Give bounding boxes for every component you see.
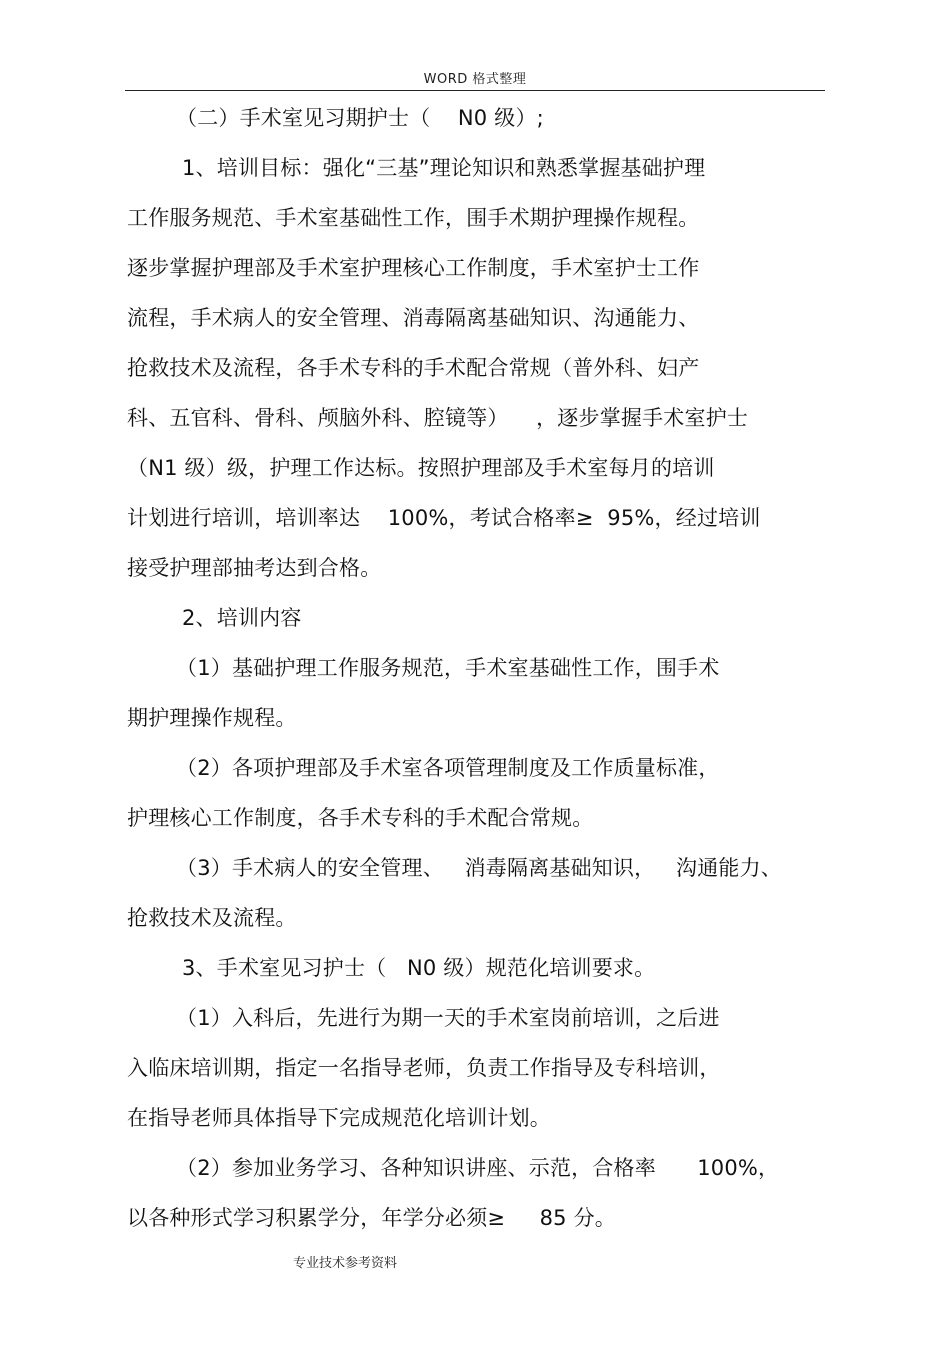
paragraph-line: （N1 级）级，护理工作达标。按照护理部及手术室每月的培训 [127,456,715,480]
list-item: （2）参加业务学习、各种知识讲座、示范，合格率 100%， [176,1156,780,1180]
paragraph-line: 接受护理部抽考达到合格。 [127,556,382,580]
header-rule [125,90,825,91]
paragraph-line: 科、五官科、骨科、颅脑外科、腔镜等） ，逐步掌握手术室护士 [127,406,749,430]
paragraph-line: 护理核心工作制度，各手术专科的手术配合常规。 [127,806,594,830]
paragraph-line: 1、培训目标：强化“三基”理论知识和熟悉掌握基础护理 [182,156,706,180]
list-item: （3）手术病人的安全管理、 消毒隔离基础知识， 沟通能力、 [176,856,783,880]
subsection-heading: 2、培训内容 [182,606,302,630]
section-heading: （二）手术室见习期护士（ N0 级）; [176,106,544,130]
paragraph-line: 计划进行培训，培训率达 100%，考试合格率≥ 95%，经过培训 [127,506,761,530]
paragraph-line: 抢救技术及流程。 [127,906,297,930]
page-footer: 专业技术参考资料 [293,1256,398,1271]
paragraph-line: 在指导老师具体指导下完成规范化培训计划。 [127,1106,551,1130]
paragraph-line: 入临床培训期，指定一名指导老师，负责工作指导及专科培训， [127,1056,721,1080]
paragraph-line: 以各种形式学习积累学分，年学分必须≥ 85 分。 [127,1206,616,1230]
list-item: （1）入科后，先进行为期一天的手术室岗前培训，之后进 [176,1006,720,1030]
page-header: WORD 格式整理 [423,72,527,87]
paragraph-line: 流程，手术病人的安全管理、消毒隔离基础知识、沟通能力、 [127,306,700,330]
paragraph-line: 抢救技术及流程，各手术专科的手术配合常规（普外科、妇产 [127,356,700,380]
subsection-heading: 3、手术室见习护士（ N0 级）规范化培训要求。 [182,956,656,980]
paragraph-line: 逐步掌握护理部及手术室护理核心工作制度，手术室护士工作 [127,256,700,280]
list-item: （2）各项护理部及手术室各项管理制度及工作质量标准， [176,756,720,780]
list-item: （1）基础护理工作服务规范，手术室基础性工作，围手术 [176,656,720,680]
paragraph-line: 工作服务规范、手术室基础性工作，围手术期护理操作规程。 [127,206,700,230]
paragraph-line: 期护理操作规程。 [127,706,297,730]
